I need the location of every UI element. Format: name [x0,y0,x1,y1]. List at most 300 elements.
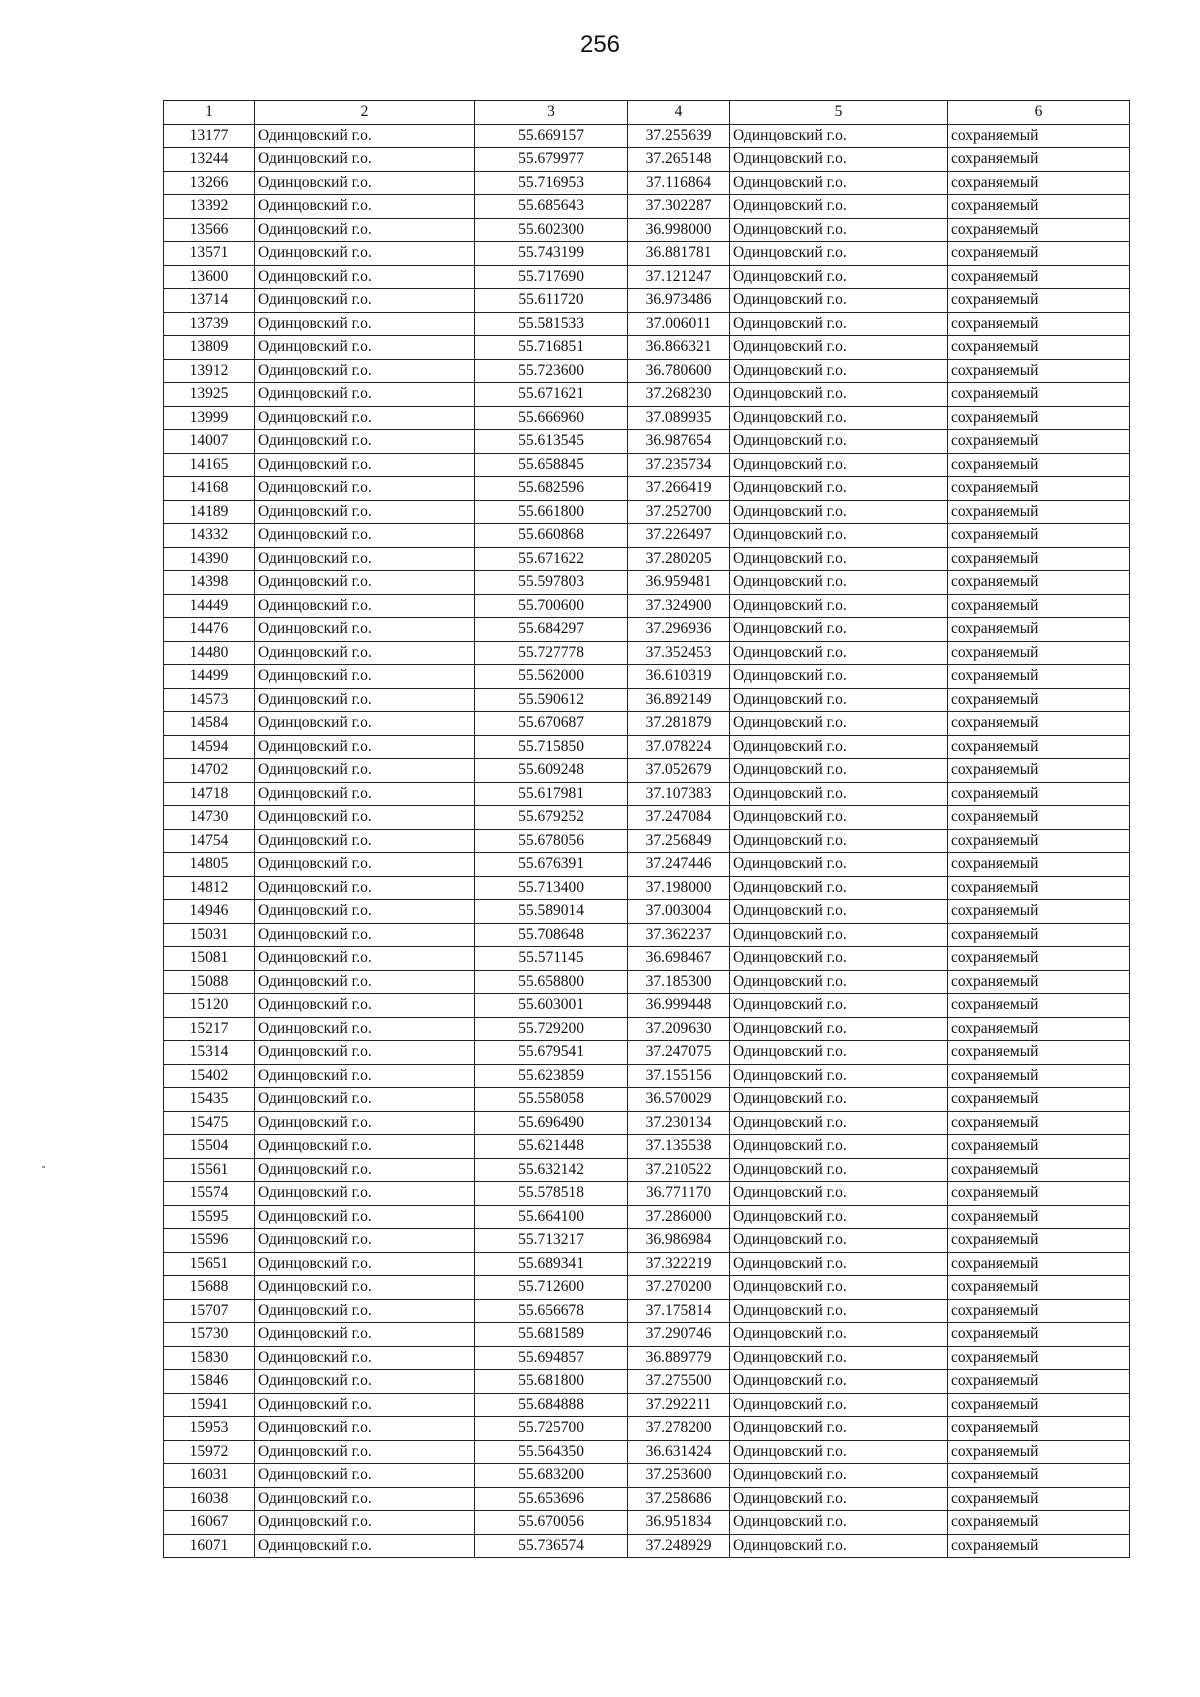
district-cell: Одинцовский г.о. [255,195,475,219]
district-cell: Одинцовский г.о. [255,1370,475,1394]
table-row [164,383,1130,407]
status-cell: сохраняемый [948,171,1130,195]
municipality-cell: Одинцовский г.о. [730,571,948,595]
longitude-cell: 37.003004 [628,900,730,924]
longitude-cell: 37.255639 [628,124,730,148]
longitude-cell: 36.771170 [628,1182,730,1206]
municipality-cell: Одинцовский г.о. [730,500,948,524]
table-row [164,242,1130,266]
status-cell: сохраняемый [948,1299,1130,1323]
latitude-cell: 55.597803 [475,571,628,595]
status-cell: сохраняемый [948,265,1130,289]
municipality-cell: Одинцовский г.о. [730,853,948,877]
status-cell: сохраняемый [948,1205,1130,1229]
longitude-cell: 37.078224 [628,735,730,759]
object-id-cell: 14946 [164,900,255,924]
status-cell: сохраняемый [948,453,1130,477]
data-table [163,100,1130,1558]
latitude-cell: 55.564350 [475,1440,628,1464]
municipality-cell: Одинцовский г.о. [730,1276,948,1300]
municipality-cell: Одинцовский г.о. [730,1440,948,1464]
longitude-cell: 37.247446 [628,853,730,877]
municipality-cell: Одинцовский г.о. [730,265,948,289]
object-id-cell: 15435 [164,1088,255,1112]
table-row [164,594,1130,618]
longitude-cell: 37.198000 [628,876,730,900]
table-row [164,947,1130,971]
district-cell: Одинцовский г.о. [255,1323,475,1347]
status-cell: сохраняемый [948,1370,1130,1394]
table-row [164,1487,1130,1511]
longitude-cell: 36.986984 [628,1229,730,1253]
district-cell: Одинцовский г.о. [255,1135,475,1159]
object-id-cell: 13177 [164,124,255,148]
table-row [164,759,1130,783]
municipality-cell: Одинцовский г.о. [730,1158,948,1182]
object-id-cell: 13266 [164,171,255,195]
table-row [164,1511,1130,1535]
municipality-cell: Одинцовский г.о. [730,1511,948,1535]
latitude-cell: 55.729200 [475,1017,628,1041]
district-cell: Одинцовский г.о. [255,688,475,712]
status-cell: сохраняемый [948,900,1130,924]
longitude-cell: 37.121247 [628,265,730,289]
municipality-cell: Одинцовский г.о. [730,994,948,1018]
status-cell: сохраняемый [948,1182,1130,1206]
longitude-cell: 37.175814 [628,1299,730,1323]
table-row [164,1393,1130,1417]
table-row [164,829,1130,853]
municipality-cell: Одинцовский г.о. [730,1111,948,1135]
latitude-cell: 55.621448 [475,1135,628,1159]
longitude-cell: 36.889779 [628,1346,730,1370]
longitude-cell: 37.281879 [628,712,730,736]
municipality-cell: Одинцовский г.о. [730,735,948,759]
longitude-cell: 37.324900 [628,594,730,618]
object-id-cell: 14499 [164,665,255,689]
table-row [164,218,1130,242]
municipality-cell: Одинцовский г.о. [730,218,948,242]
object-id-cell: 15120 [164,994,255,1018]
longitude-cell: 37.155156 [628,1064,730,1088]
table-row [164,1440,1130,1464]
district-cell: Одинцовский г.о. [255,782,475,806]
longitude-cell: 37.226497 [628,524,730,548]
latitude-cell: 55.713217 [475,1229,628,1253]
district-cell: Одинцовский г.о. [255,1064,475,1088]
municipality-cell: Одинцовский г.о. [730,171,948,195]
table-row [164,1323,1130,1347]
object-id-cell: 15972 [164,1440,255,1464]
municipality-cell: Одинцовский г.о. [730,876,948,900]
status-cell: сохраняемый [948,853,1130,877]
table-row [164,430,1130,454]
municipality-cell: Одинцовский г.о. [730,1487,948,1511]
object-id-cell: 13999 [164,406,255,430]
district-cell: Одинцовский г.о. [255,500,475,524]
object-id-cell: 13925 [164,383,255,407]
table-row [164,312,1130,336]
district-cell: Одинцовский г.о. [255,406,475,430]
status-cell: сохраняемый [948,735,1130,759]
municipality-cell: Одинцовский г.о. [730,923,948,947]
longitude-cell: 36.892149 [628,688,730,712]
longitude-cell: 37.275500 [628,1370,730,1394]
object-id-cell: 15953 [164,1417,255,1441]
district-cell: Одинцовский г.о. [255,970,475,994]
status-cell: сохраняемый [948,1511,1130,1535]
district-cell: Одинцовский г.о. [255,571,475,595]
municipality-cell: Одинцовский г.о. [730,641,948,665]
object-id-cell: 14573 [164,688,255,712]
status-cell: сохраняемый [948,618,1130,642]
district-cell: Одинцовский г.о. [255,994,475,1018]
latitude-cell: 55.656678 [475,1299,628,1323]
longitude-cell: 37.107383 [628,782,730,806]
latitude-cell: 55.716851 [475,336,628,360]
municipality-cell: Одинцовский г.о. [730,336,948,360]
latitude-cell: 55.589014 [475,900,628,924]
object-id-cell: 15088 [164,970,255,994]
longitude-cell: 37.322219 [628,1252,730,1276]
table-row [164,1534,1130,1558]
table-row [164,1111,1130,1135]
district-cell: Одинцовский г.о. [255,477,475,501]
district-cell: Одинцовский г.о. [255,171,475,195]
municipality-cell: Одинцовский г.о. [730,406,948,430]
district-cell: Одинцовский г.о. [255,1205,475,1229]
status-cell: сохраняемый [948,1393,1130,1417]
municipality-cell: Одинцовский г.о. [730,524,948,548]
status-cell: сохраняемый [948,1041,1130,1065]
status-cell: сохраняемый [948,195,1130,219]
status-cell: сохраняемый [948,312,1130,336]
municipality-cell: Одинцовский г.о. [730,1370,948,1394]
object-id-cell: 14390 [164,547,255,571]
longitude-cell: 37.270200 [628,1276,730,1300]
district-cell: Одинцовский г.о. [255,1440,475,1464]
object-id-cell: 15314 [164,1041,255,1065]
status-cell: сохраняемый [948,1229,1130,1253]
latitude-cell: 55.578518 [475,1182,628,1206]
table-body [164,124,1130,1558]
longitude-cell: 37.302287 [628,195,730,219]
table-row [164,1370,1130,1394]
district-cell: Одинцовский г.о. [255,900,475,924]
object-id-cell: 15574 [164,1182,255,1206]
latitude-cell: 55.713400 [475,876,628,900]
longitude-cell: 36.631424 [628,1440,730,1464]
district-cell: Одинцовский г.о. [255,759,475,783]
district-cell: Одинцовский г.о. [255,829,475,853]
district-cell: Одинцовский г.о. [255,1088,475,1112]
municipality-cell: Одинцовский г.о. [730,1346,948,1370]
latitude-cell: 55.670056 [475,1511,628,1535]
latitude-cell: 55.666960 [475,406,628,430]
latitude-cell: 55.558058 [475,1088,628,1112]
latitude-cell: 55.623859 [475,1064,628,1088]
district-cell: Одинцовский г.о. [255,453,475,477]
table-row [164,1088,1130,1112]
column-header: 1 [164,101,255,125]
municipality-cell: Одинцовский г.о. [730,900,948,924]
longitude-cell: 37.290746 [628,1323,730,1347]
district-cell: Одинцовский г.о. [255,524,475,548]
status-cell: сохраняемый [948,829,1130,853]
latitude-cell: 55.661800 [475,500,628,524]
district-cell: Одинцовский г.о. [255,641,475,665]
municipality-cell: Одинцовский г.о. [730,1064,948,1088]
latitude-cell: 55.716953 [475,171,628,195]
district-cell: Одинцовский г.о. [255,735,475,759]
district-cell: Одинцовский г.о. [255,806,475,830]
status-cell: сохраняемый [948,1252,1130,1276]
longitude-cell: 37.006011 [628,312,730,336]
district-cell: Одинцовский г.о. [255,218,475,242]
latitude-cell: 55.708648 [475,923,628,947]
object-id-cell: 13809 [164,336,255,360]
object-id-cell: 15830 [164,1346,255,1370]
municipality-cell: Одинцовский г.о. [730,547,948,571]
latitude-cell: 55.683200 [475,1464,628,1488]
table-row [164,571,1130,595]
status-cell: сохраняемый [948,1276,1130,1300]
table-row [164,923,1130,947]
table-row [164,547,1130,571]
object-id-cell: 14805 [164,853,255,877]
municipality-cell: Одинцовский г.о. [730,1205,948,1229]
district-cell: Одинцовский г.о. [255,1299,475,1323]
column-header: 6 [948,101,1130,125]
status-cell: сохраняемый [948,806,1130,830]
table-row [164,641,1130,665]
status-cell: сохраняемый [948,782,1130,806]
status-cell: сохраняемый [948,359,1130,383]
object-id-cell: 15846 [164,1370,255,1394]
object-id-cell: 14449 [164,594,255,618]
status-cell: сохраняемый [948,688,1130,712]
district-cell: Одинцовский г.о. [255,853,475,877]
latitude-cell: 55.725700 [475,1417,628,1441]
table-row [164,1135,1130,1159]
object-id-cell: 16038 [164,1487,255,1511]
municipality-cell: Одинцовский г.о. [730,1323,948,1347]
status-cell: сохраняемый [948,524,1130,548]
latitude-cell: 55.700600 [475,594,628,618]
latitude-cell: 55.590612 [475,688,628,712]
object-id-cell: 13244 [164,148,255,172]
object-id-cell: 14730 [164,806,255,830]
table-row [164,1182,1130,1206]
latitude-cell: 55.743199 [475,242,628,266]
status-cell: сохраняемый [948,242,1130,266]
longitude-cell: 37.235734 [628,453,730,477]
longitude-cell: 36.610319 [628,665,730,689]
object-id-cell: 14332 [164,524,255,548]
table-row [164,124,1130,148]
longitude-cell: 37.052679 [628,759,730,783]
table-row [164,1064,1130,1088]
longitude-cell: 37.253600 [628,1464,730,1488]
longitude-cell: 37.258686 [628,1487,730,1511]
table-row [164,477,1130,501]
status-cell: сохраняемый [948,383,1130,407]
status-cell: сохраняемый [948,876,1130,900]
object-id-cell: 14480 [164,641,255,665]
status-cell: сохраняемый [948,1464,1130,1488]
table-row [164,1299,1130,1323]
table-row [164,1346,1130,1370]
table-row [164,500,1130,524]
municipality-cell: Одинцовский г.о. [730,1252,948,1276]
latitude-cell: 55.613545 [475,430,628,454]
table-row [164,712,1130,736]
object-id-cell: 14398 [164,571,255,595]
district-cell: Одинцовский г.о. [255,876,475,900]
longitude-cell: 37.210522 [628,1158,730,1182]
table-row [164,1205,1130,1229]
object-id-cell: 15941 [164,1393,255,1417]
district-cell: Одинцовский г.о. [255,312,475,336]
latitude-cell: 55.694857 [475,1346,628,1370]
object-id-cell: 16071 [164,1534,255,1558]
municipality-cell: Одинцовский г.о. [730,430,948,454]
longitude-cell: 37.268230 [628,383,730,407]
municipality-cell: Одинцовский г.о. [730,1182,948,1206]
district-cell: Одинцовский г.о. [255,359,475,383]
object-id-cell: 14812 [164,876,255,900]
municipality-cell: Одинцовский г.о. [730,1464,948,1488]
longitude-cell: 37.352453 [628,641,730,665]
latitude-cell: 55.658800 [475,970,628,994]
object-id-cell: 15707 [164,1299,255,1323]
table-row [164,970,1130,994]
district-cell: Одинцовский г.о. [255,1464,475,1488]
longitude-cell: 37.362237 [628,923,730,947]
longitude-cell: 37.296936 [628,618,730,642]
object-id-cell: 14476 [164,618,255,642]
table-row [164,1158,1130,1182]
longitude-cell: 37.230134 [628,1111,730,1135]
latitude-cell: 55.632142 [475,1158,628,1182]
longitude-cell: 36.973486 [628,289,730,313]
district-cell: Одинцовский г.о. [255,124,475,148]
district-cell: Одинцовский г.о. [255,1511,475,1535]
status-cell: сохраняемый [948,1111,1130,1135]
table-row [164,1276,1130,1300]
status-cell: сохраняемый [948,712,1130,736]
scan-speck [42,1166,45,1168]
table-row [164,289,1130,313]
table-row [164,735,1130,759]
status-cell: сохраняемый [948,1064,1130,1088]
table-row [164,359,1130,383]
table-row [164,876,1130,900]
municipality-cell: Одинцовский г.о. [730,242,948,266]
status-cell: сохраняемый [948,477,1130,501]
district-cell: Одинцовский г.о. [255,1158,475,1182]
status-cell: сохраняемый [948,1323,1130,1347]
longitude-cell: 36.698467 [628,947,730,971]
status-cell: сохраняемый [948,947,1130,971]
table-row [164,1229,1130,1253]
longitude-cell: 36.999448 [628,994,730,1018]
municipality-cell: Одинцовский г.о. [730,665,948,689]
longitude-cell: 37.209630 [628,1017,730,1041]
district-cell: Одинцовский г.о. [255,1111,475,1135]
object-id-cell: 14754 [164,829,255,853]
district-cell: Одинцовский г.о. [255,1534,475,1558]
longitude-cell: 37.278200 [628,1417,730,1441]
longitude-cell: 36.866321 [628,336,730,360]
latitude-cell: 55.602300 [475,218,628,242]
municipality-cell: Одинцовский г.о. [730,618,948,642]
object-id-cell: 13714 [164,289,255,313]
longitude-cell: 36.780600 [628,359,730,383]
object-id-cell: 13600 [164,265,255,289]
table-row [164,336,1130,360]
municipality-cell: Одинцовский г.о. [730,594,948,618]
longitude-cell: 36.951834 [628,1511,730,1535]
municipality-cell: Одинцовский г.о. [730,1534,948,1558]
table-row [164,265,1130,289]
latitude-cell: 55.684888 [475,1393,628,1417]
municipality-cell: Одинцовский г.о. [730,970,948,994]
district-cell: Одинцовский г.о. [255,712,475,736]
municipality-cell: Одинцовский г.о. [730,1229,948,1253]
status-cell: сохраняемый [948,430,1130,454]
longitude-cell: 37.286000 [628,1205,730,1229]
status-cell: сохраняемый [948,1158,1130,1182]
longitude-cell: 36.959481 [628,571,730,595]
column-header: 2 [255,101,475,125]
table-row [164,1017,1130,1041]
latitude-cell: 55.658845 [475,453,628,477]
longitude-cell: 37.247084 [628,806,730,830]
longitude-cell: 37.265148 [628,148,730,172]
table-row [164,171,1130,195]
object-id-cell: 14007 [164,430,255,454]
longitude-cell: 37.292211 [628,1393,730,1417]
municipality-cell: Одинцовский г.о. [730,453,948,477]
status-cell: сохраняемый [948,500,1130,524]
object-id-cell: 15688 [164,1276,255,1300]
municipality-cell: Одинцовский г.о. [730,359,948,383]
status-cell: сохраняемый [948,641,1130,665]
object-id-cell: 15730 [164,1323,255,1347]
latitude-cell: 55.696490 [475,1111,628,1135]
latitude-cell: 55.685643 [475,195,628,219]
status-cell: сохраняемый [948,1346,1130,1370]
object-id-cell: 15504 [164,1135,255,1159]
table-header-row [164,101,1130,125]
status-cell: сохраняемый [948,1088,1130,1112]
municipality-cell: Одинцовский г.о. [730,712,948,736]
longitude-cell: 37.266419 [628,477,730,501]
latitude-cell: 55.682596 [475,477,628,501]
status-cell: сохраняемый [948,970,1130,994]
status-cell: сохраняемый [948,148,1130,172]
district-cell: Одинцовский г.о. [255,430,475,454]
status-cell: сохраняемый [948,1487,1130,1511]
status-cell: сохраняемый [948,994,1130,1018]
table-row [164,618,1130,642]
status-cell: сохраняемый [948,759,1130,783]
latitude-cell: 55.679977 [475,148,628,172]
object-id-cell: 14594 [164,735,255,759]
object-id-cell: 16031 [164,1464,255,1488]
latitude-cell: 55.670687 [475,712,628,736]
